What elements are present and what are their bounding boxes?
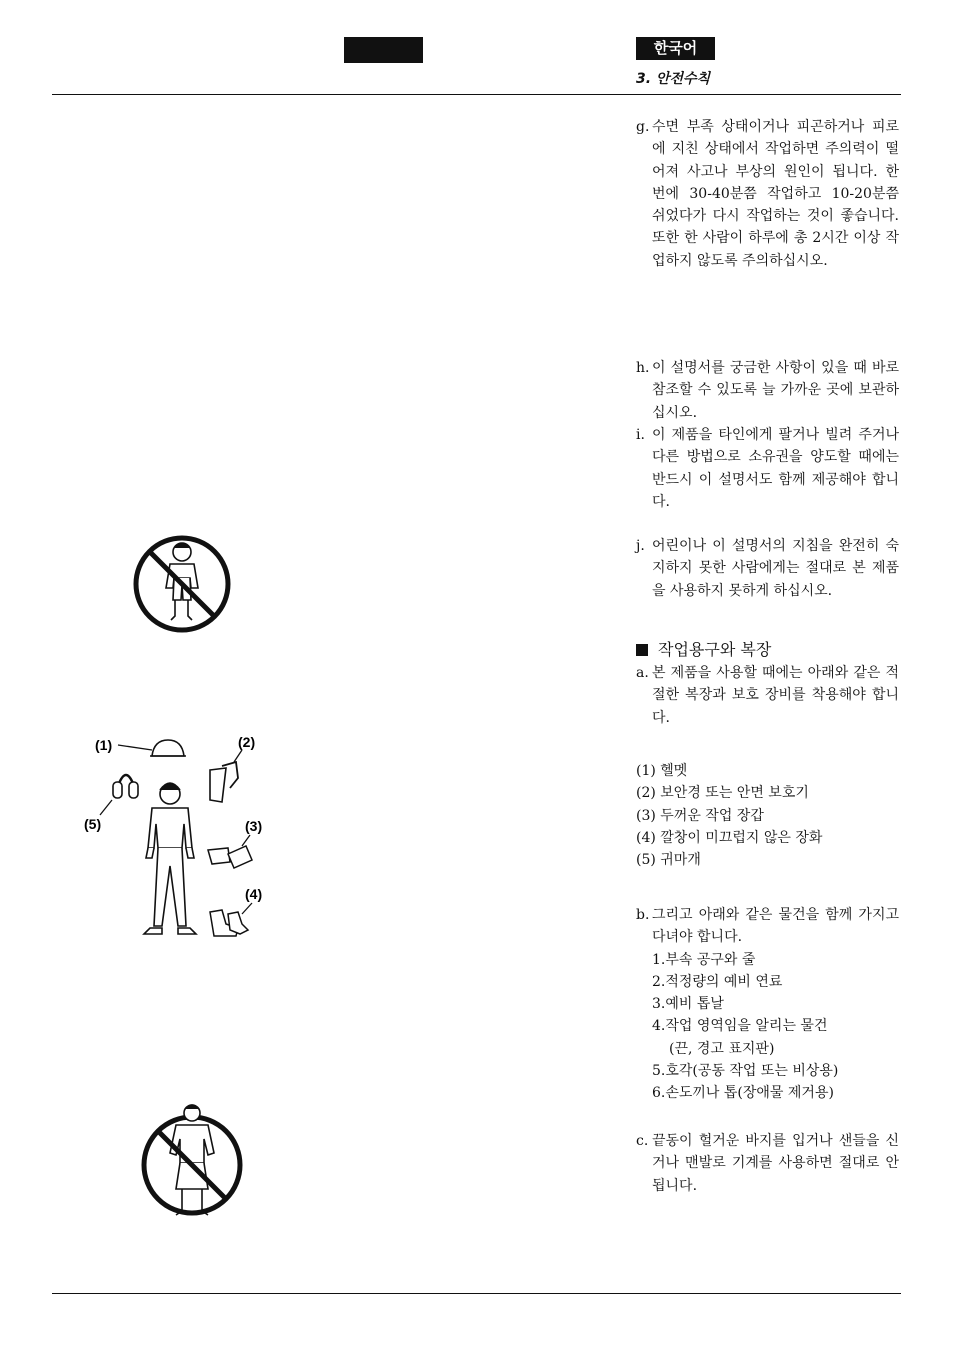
item-text: 이 설명서를 궁금한 사항이 있을 때 바로 참조할 수 있도록 늘 가까운 곳에 보관하십시오. xyxy=(652,360,899,421)
gear-list-item: (5) 귀마개 xyxy=(636,852,701,869)
earmuffs-icon xyxy=(100,775,138,815)
section-title: 3. 안전수칙 xyxy=(636,71,711,87)
item-a xyxy=(636,662,899,729)
carry-list-item: 6.손도끼나 톱(장애물 제거용) xyxy=(652,1085,834,1102)
no-loose-clothing-icon xyxy=(138,1103,248,1223)
gear-list-item: (2) 보안경 또는 안면 보호기 xyxy=(636,785,809,802)
carry-list-item: 3.예비 톱날 xyxy=(652,996,724,1013)
item-text: 그리고 아래와 같은 물건을 함께 가지고 다녀야 합니다. xyxy=(652,907,899,946)
gear-list-item: (4) 깔창이 미끄럽지 않은 장화 xyxy=(636,829,823,846)
item-h xyxy=(636,357,899,424)
item-j xyxy=(636,535,899,602)
gear-list-item: (3) 두꺼운 작업 장갑 xyxy=(636,807,764,824)
item-i xyxy=(636,424,899,513)
language-tab: 한국어 xyxy=(636,37,715,60)
gear-label: (3) xyxy=(245,818,262,834)
carry-list-item: 1.부속 공구와 줄 xyxy=(652,951,756,968)
gear-list-item: (1) 헬멧 xyxy=(636,763,688,779)
helmet-icon xyxy=(118,740,186,756)
item-g xyxy=(636,116,899,272)
carry-list-item: 5.호각(공동 작업 또는 비상용) xyxy=(652,1063,839,1080)
gear-list xyxy=(636,760,899,871)
item-marker: h. xyxy=(636,360,650,376)
item-marker: j. xyxy=(636,538,645,554)
boots-icon xyxy=(210,903,252,936)
carry-list-item: 4.작업 영역임을 알리는 물건 xyxy=(652,1018,828,1035)
gloves-icon xyxy=(208,835,252,868)
item-marker: b. xyxy=(636,907,650,923)
footer-rule xyxy=(52,1293,901,1294)
section-heading xyxy=(636,639,899,661)
carry-list-item: 2.적정량의 예비 연료 xyxy=(652,973,783,990)
item-text: 수면 부족 상태이거나 피곤하거나 피로에 지친 상태에서 작업하면 주의력이 떨어져 사고나 부상의 원인이 됩니다. 한 번에 30-40분쯤 작업하고 10-20분쯤 쉬었다가 다시 작업하는 것이 좋습니다. 또한 한 사람이 하루에 총 2시간 이상 작업하지 않도록 주의하십시오. xyxy=(652,119,899,269)
item-text: 이 제품을 타인에게 팔거나 빌려 주거나 다른 방법으로 소유권을 양도할 때에는 반드시 이 설명서도 함께 제공해야 합니다. xyxy=(652,427,899,510)
header-rule xyxy=(52,94,901,95)
item-marker: g. xyxy=(636,119,650,135)
protective-gear-illustration xyxy=(82,728,262,943)
item-text: 끝동이 헐거운 바지를 입거나 샌들을 신거나 맨발로 기계를 사용하면 절대로 안 됩니다. xyxy=(652,1133,899,1194)
section-heading-text: 작업용구와 복장 xyxy=(658,640,772,659)
gear-label: (2) xyxy=(238,734,256,750)
square-bullet-icon xyxy=(636,644,648,656)
item-marker: i. xyxy=(636,427,645,443)
worker-figure xyxy=(144,783,196,934)
item-marker: a. xyxy=(636,665,649,681)
item-text: 본 제품을 사용할 때에는 아래와 같은 적절한 복장과 보호 장비를 착용해야 합니다. xyxy=(652,665,899,726)
item-b xyxy=(636,904,899,1105)
header-black-box xyxy=(344,37,423,63)
no-children-icon xyxy=(128,530,236,638)
item-text: 어린이나 이 설명서의 지침을 완전히 숙지하지 못한 사람에게는 절대로 본 제품을 사용하지 못하게 하십시오. xyxy=(652,538,899,599)
gear-label: (4) xyxy=(245,886,262,902)
gear-label: (1) xyxy=(95,737,113,753)
item-c xyxy=(636,1130,899,1197)
item-marker: c. xyxy=(636,1133,649,1149)
face-shield-icon xyxy=(210,750,242,802)
carry-list-item: (끈, 경고 표지판) xyxy=(669,1040,775,1057)
gear-label: (5) xyxy=(84,816,102,832)
